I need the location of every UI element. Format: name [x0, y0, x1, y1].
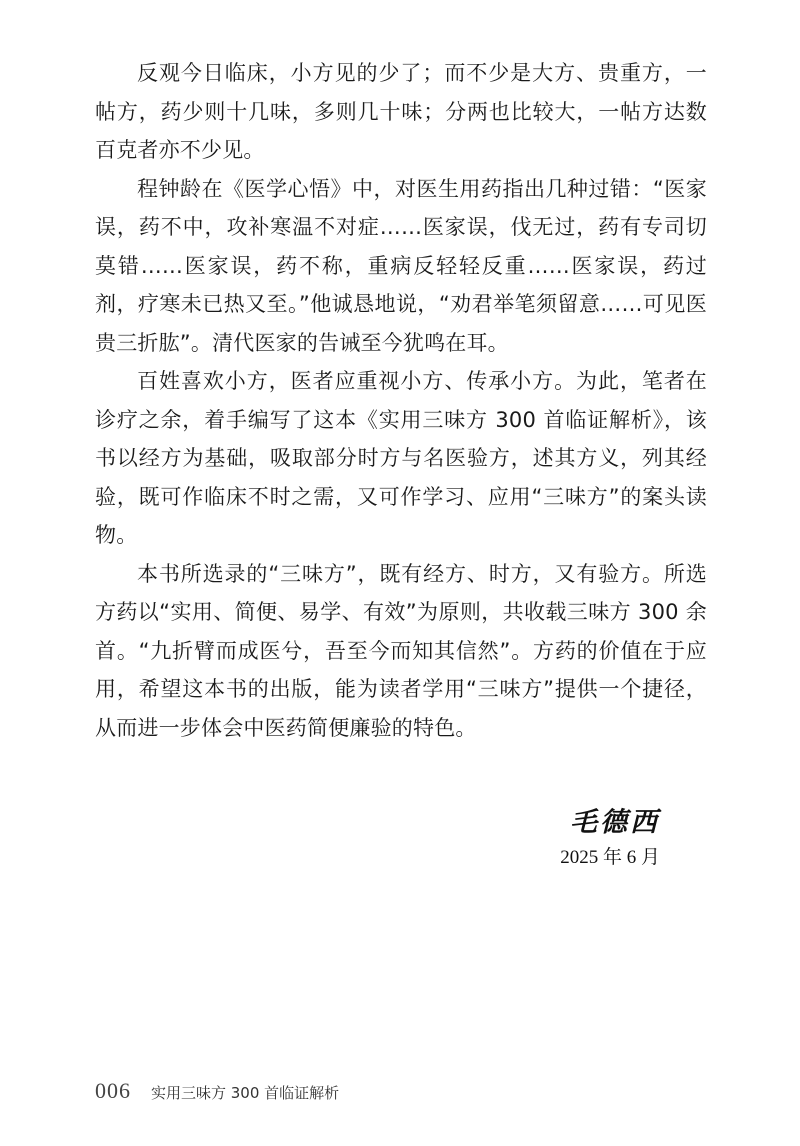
paragraph-4: 本书所选录的“三味方”，既有经方、时方，又有验方。所选方药以“实用、简便、易学、有效”为原则，共收载三味方 300 余首。“九折臂而成医兮，吾至今而知其信然”。方药的价值在于应用，希望这本书的出版，能为读者学用“三味方”提供一个捷径，从而进一步体会中医药简便廉验的特色。	[95, 561, 707, 740]
preface-body	[95, 54, 707, 747]
paragraph-2: 程钟龄在《医学心悟》中，对医生用药指出几种过错：“医家误，药不中，攻补寒温不对症……医家误，伐无过，药有专司切莫错……医家误，药不称，重病反轻轻反重……医家误，药过剂，疗寒未已热又至。”他诚恳地说，“劝君举笔须留意……可见医贵三折肱”。清代医家的告诫至今犹鸣在耳。	[95, 176, 707, 355]
page-number: 006	[95, 1078, 131, 1103]
paragraph-3: 百姓喜欢小方，医者应重视小方、传承小方。为此，笔者在诊疗之余，着手编写了这本《实用三味方 300 首临证解析》，该书以经方为基础，吸取部分时方与名医验方，述其方义，列其经验，既可作临床不时之需，又可作学习、应用“三味方”的案头读物。	[95, 369, 707, 547]
signature-date: 2025 年 6 月	[560, 847, 660, 868]
running-title: 实用三味方 300 首临证解析	[151, 1084, 340, 1102]
author-signature: 毛德西	[570, 807, 660, 838]
paragraph-1: 反观今日临床，小方见的少了；而不少是大方、贵重方，一帖方，药少则十几味，多则几十味；分两也比较大，一帖方达数百克者亦不少见。	[95, 61, 707, 162]
page-footer	[95, 1078, 339, 1104]
